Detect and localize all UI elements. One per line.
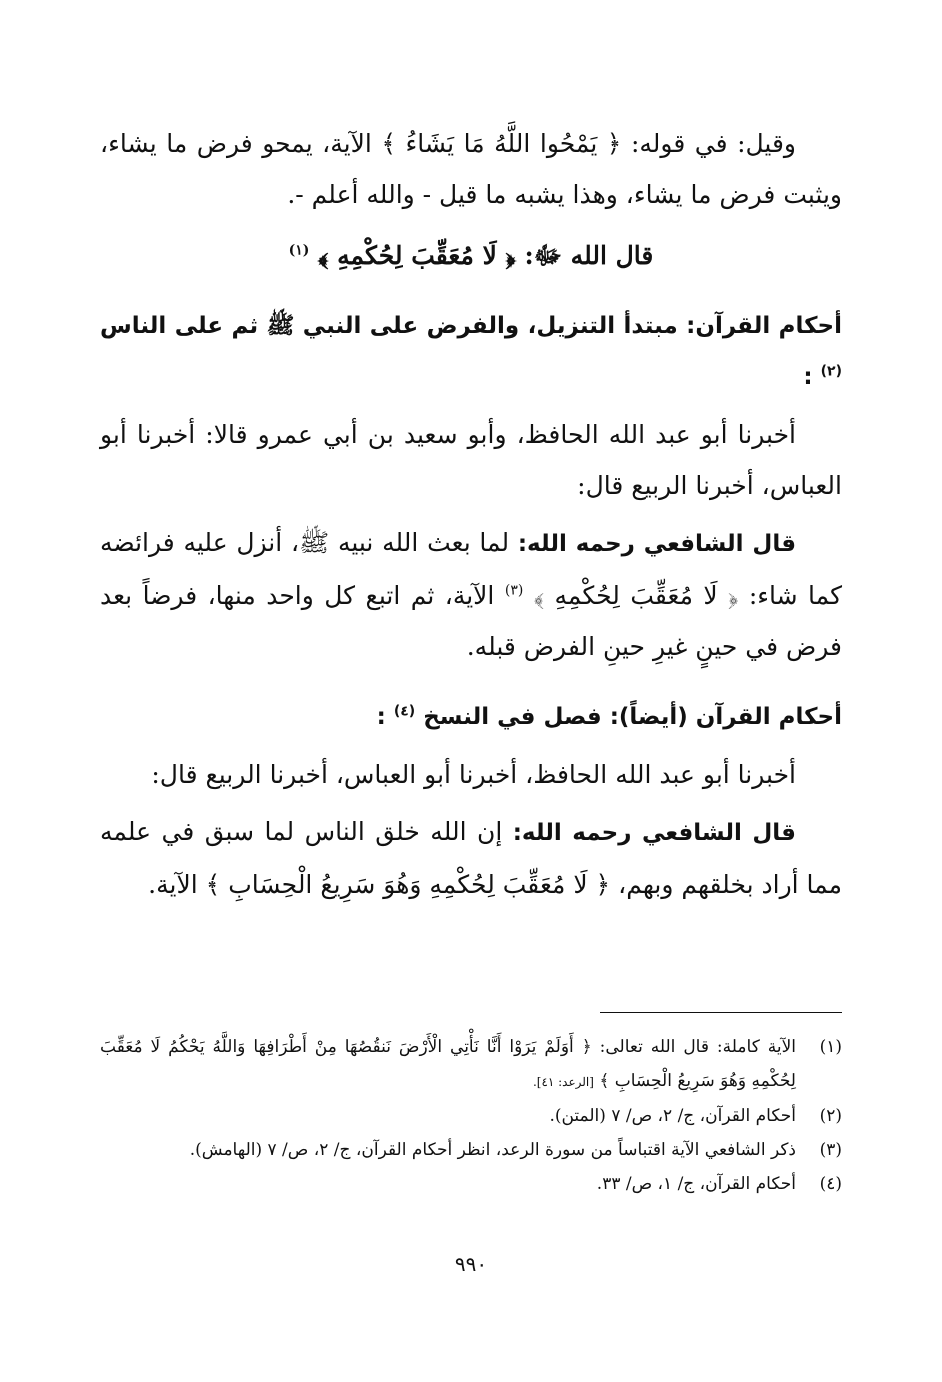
section-heading-1 — [100, 301, 842, 403]
footnote-ref-2: (٢) — [820, 363, 842, 380]
paragraph-1: وقيل: في قوله: ﴿ يَمْحُوا اللَّهُ مَا يَشَاءُ ﴾ الآية، يمحو فرض ما يشاء، ويثبت فرض ما يشاء، وهذا يشبه ما قيل - والله أعلم -. — [100, 129, 842, 209]
footnote-item — [100, 1167, 842, 1201]
footnote-number: (٤) — [819, 1174, 842, 1194]
paragraph-4: أخبرنا أبو عبد الله الحافظ، أخبرنا أبو العباس، أخبرنا الربيع قال: — [151, 760, 796, 789]
footnote-item — [100, 1030, 842, 1099]
footnote-ref-3: (٣) — [504, 582, 524, 599]
footnote-body: الآية كاملة: قال الله تعالى: ﴿ أَوَلَمْ يَرَوْا أَنَّا نَأْتِي الْأَرْضَ نَنقُصُهَا مِنْ أَطْرَافِهَا وَاللَّهُ يَحْكُمُ لَا مُعَقِّبَ لِحُكْمِهِ وَهُوَ سَرِيعُ الْحِسَابِ ﴾ — [100, 1037, 796, 1091]
footnote-text — [100, 1030, 796, 1099]
footnote-text: أحكام القرآن، ج/ ١، ص/ ٣٣. — [596, 1174, 796, 1194]
page-number: ٩٩٠ — [454, 1252, 488, 1276]
section-heading-1-colon: : — [803, 364, 813, 390]
footnote-number: (٢) — [819, 1106, 842, 1126]
footnote-number: (٣) — [819, 1140, 842, 1160]
paragraph-5 — [100, 806, 842, 910]
verse-heading-text: قال الله ﷻ: ﴿ لَا مُعَقِّبَ لِحُكْمِهِ ﴾ — [318, 241, 654, 270]
section-heading-2 — [100, 692, 842, 743]
footnote-divider — [600, 1012, 842, 1013]
footnote-number: (١) — [819, 1037, 842, 1057]
speaker-label: قال الشافعي رحمه الله: — [517, 531, 797, 557]
footnotes — [100, 1030, 842, 1201]
speaker-label: قال الشافعي رحمه الله: — [512, 820, 796, 846]
verse-heading — [100, 230, 842, 281]
main-text — [100, 118, 842, 916]
footnote-item — [100, 1133, 842, 1167]
footnote-ref-4: (٤) — [393, 703, 416, 720]
footnote-item — [100, 1099, 842, 1133]
footnote-text: ذكر الشافعي الآية اقتباساً من سورة الرعد، انظر أحكام القرآن، ج/ ٢، ص/ ٧ (الهامش). — [189, 1140, 796, 1160]
section-heading-2-text: أحكام القرآن (أيضاً): فصل في النسخ — [423, 704, 842, 730]
footnote-citation: [الرعد: ٤١]. — [532, 1075, 594, 1089]
paragraph-3-part-a: لما بعث الله نبيه ﷺ، أنزل عليه فرائضه كما شاء: ﴿ لَا مُعَقِّبَ لِحُكْمِهِ ﴾ — [100, 528, 843, 610]
section-heading-2-colon: : — [376, 704, 386, 730]
footnote-ref-1: (١) — [288, 242, 310, 259]
paragraph-3-part-b: الآية، ثم اتبع كل واحد منها، فرضاً بعد فرض في حينٍ غيرِ حينِ الفرض قبله. — [100, 581, 842, 661]
paragraph-3 — [100, 517, 842, 672]
paragraph-2: أخبرنا أبو عبد الله الحافظ، وأبو سعيد بن أبي عمرو قالا: أخبرنا أبو العباس، أخبرنا الربيع قال: — [100, 420, 842, 500]
paragraph-5-text: إن الله خلق الناس لما سبق في علمه مما أراد بخلقهم وبهم، ﴿ لَا مُعَقِّبَ لِحُكْمِهِ وَهُوَ سَرِيعُ الْحِسَابِ ﴾ الآية. — [100, 817, 842, 899]
section-heading-1-text: أحكام القرآن: مبتدأ التنزيل، والفرض على النبي ﷺ ثم على الناس — [100, 313, 842, 339]
footnote-text: أحكام القرآن، ج/ ٢، ص/ ٧ (المتن). — [549, 1106, 796, 1126]
